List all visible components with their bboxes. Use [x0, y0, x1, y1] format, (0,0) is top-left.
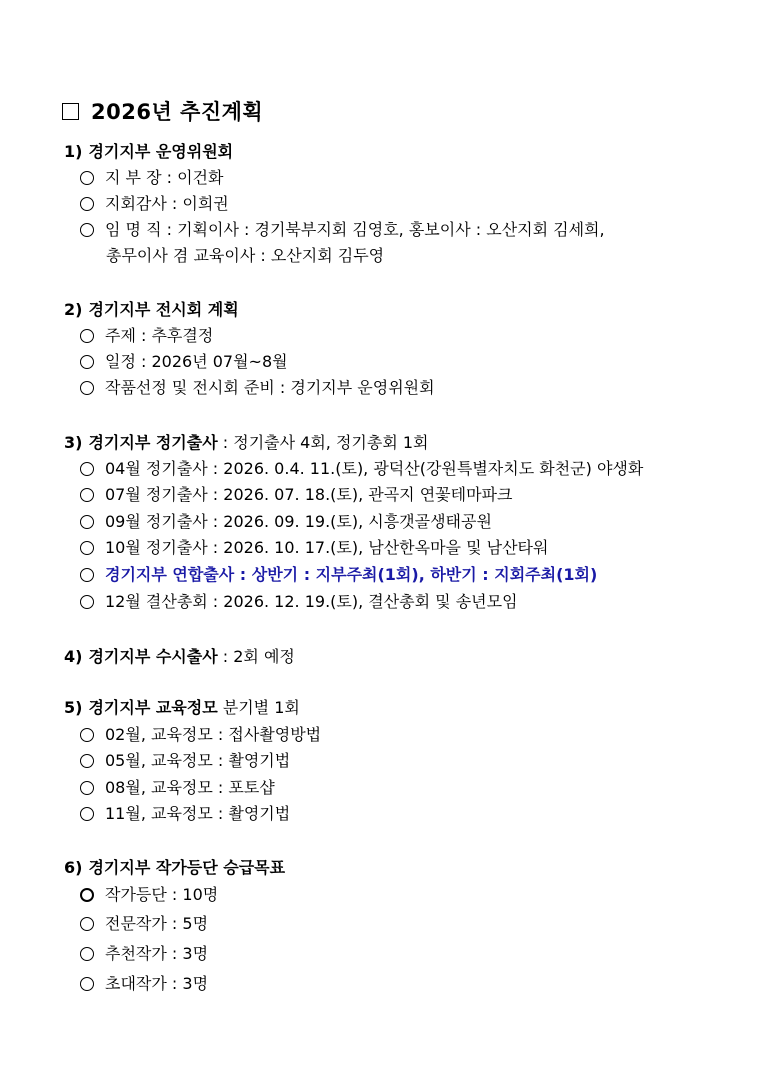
section-heading-5: 5) 경기지부 교육정모 분기별 1회: [64, 698, 300, 717]
section-heading-1: 1) 경기지부 운영위원회: [64, 142, 234, 161]
list-item: 추천작가 : 3명: [80, 941, 208, 964]
list-item: 04월 정기출사 : 2026. 0.4. 11.(토), 광덕산(강원특별자치도 화천군) 야생화: [80, 456, 643, 479]
list-item-highlighted: 경기지부 연합출사 : 상반기 : 지부주최(1회), 하반기 : 지회주최(1회): [80, 562, 597, 585]
section-heading-4: 4) 경기지부 수시출사 : 2회 예정: [64, 647, 295, 666]
circle-bullet-icon: [80, 488, 94, 502]
list-item: 주제 : 추후결정: [80, 323, 213, 346]
circle-bullet-icon: [80, 171, 94, 185]
circle-bullet-icon: [80, 595, 94, 609]
list-item-continuation: 총무이사 겸 교육이사 : 오산지회 김두영: [106, 246, 385, 265]
list-item: 작품선정 및 전시회 준비 : 경기지부 운영위원회: [80, 375, 435, 398]
circle-bullet-icon: [80, 197, 94, 211]
list-item: 02월, 교육정모 : 접사촬영방법: [80, 722, 321, 745]
list-item: 전문작가 : 5명: [80, 911, 208, 934]
circle-bullet-icon: [80, 541, 94, 555]
list-item: 작가등단 : 10명: [80, 882, 218, 905]
list-item: 11월, 교육정모 : 촬영기법: [80, 801, 290, 824]
circle-bullet-icon: [80, 355, 94, 369]
circle-bullet-icon: [80, 329, 94, 343]
circle-bullet-icon: [80, 728, 94, 742]
list-item: 09월 정기출사 : 2026. 09. 19.(토), 시흥갯골생태공원: [80, 509, 492, 532]
list-item: 05월, 교육정모 : 촬영기법: [80, 748, 290, 771]
list-item: 지 부 장 : 이건화: [80, 165, 223, 188]
list-item: 임 명 직 : 기획이사 : 경기북부지회 김영호, 홍보이사 : 오산지회 김세희,: [80, 217, 605, 240]
section-heading-3: 3) 경기지부 정기출사 : 정기출사 4회, 정기총회 1회: [64, 433, 429, 452]
circle-bullet-icon: [80, 781, 94, 795]
list-item: 초대작가 : 3명: [80, 971, 208, 994]
circle-bullet-icon: [80, 977, 94, 991]
page-title: 2026년 추진계획: [62, 96, 263, 126]
circle-bullet-icon: [80, 807, 94, 821]
list-item: 07월 정기출사 : 2026. 07. 18.(토), 관곡지 연꽃테마파크: [80, 482, 512, 505]
section-heading-6: 6) 경기지부 작가등단 승급목표: [64, 858, 286, 877]
list-item: 08월, 교육정모 : 포토샵: [80, 775, 275, 798]
circle-bullet-icon: [80, 223, 94, 237]
circle-bullet-icon: [80, 947, 94, 961]
circle-bullet-icon: [80, 917, 94, 931]
checkbox-square-icon: [62, 103, 79, 120]
circle-bullet-icon: [80, 515, 94, 529]
circle-bullet-icon: [80, 888, 94, 902]
list-item: 지회감사 : 이희권: [80, 191, 229, 214]
circle-bullet-icon: [80, 462, 94, 476]
list-item: 12월 결산총회 : 2026. 12. 19.(토), 결산총회 및 송년모임: [80, 589, 518, 612]
section-heading-2: 2) 경기지부 전시회 계획: [64, 300, 239, 319]
list-item: 일정 : 2026년 07월~8월: [80, 349, 288, 372]
circle-bullet-icon: [80, 754, 94, 768]
circle-bullet-icon: [80, 381, 94, 395]
list-item: 10월 정기출사 : 2026. 10. 17.(토), 남산한옥마을 및 남산타워: [80, 535, 548, 558]
circle-bullet-icon: [80, 568, 94, 582]
